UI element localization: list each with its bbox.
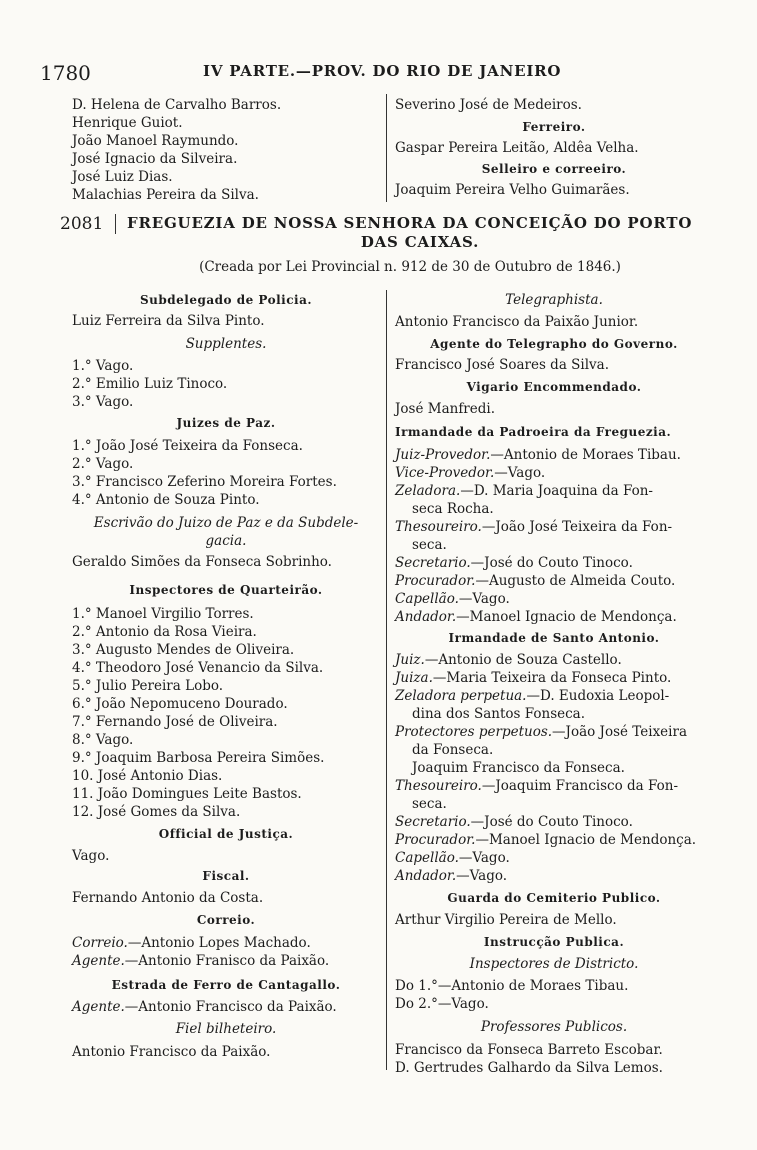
santo-antonio-line [395, 778, 678, 794]
santo-antonio-value: —Maria Teixeira da Fonseca Pinto. [432, 670, 672, 686]
heading-vigario: Vigario Encommendado. [466, 380, 642, 394]
padroeira-value: —José do Couto Tinoco. [470, 555, 633, 571]
padroeira-label: Zeladora. [395, 483, 461, 499]
inspector-item: 7.° Fernando José de Oliveira. [72, 714, 278, 730]
inspector-item: 11. João Domingues Leite Bastos. [72, 786, 302, 802]
heading-inspectores: Inspectores de Quarteirão. [129, 583, 323, 597]
padroeira-line [395, 483, 653, 499]
padroeira-line [395, 573, 675, 589]
padroeira-line [395, 591, 510, 607]
padroeira-label: Thesoureiro. [395, 519, 482, 535]
heading-subdelegado: Subdelegado de Policia. [139, 293, 313, 307]
santo-antonio-line [395, 670, 671, 686]
santo-antonio-label: Procurador. [395, 832, 476, 848]
santo-antonio-line [395, 724, 687, 740]
subdelegado: Luiz Ferreira da Silva Pinto. [72, 313, 265, 329]
heading-official: Official de Justiça. [158, 827, 294, 841]
heading-fiscal: Fiscal. [202, 869, 250, 883]
section-title-line2: DAS CAIXAS. [360, 233, 480, 251]
juiz-item: 1.° João José Teixeira da Fonseca. [72, 438, 303, 454]
padroeira-line [395, 519, 672, 535]
heading-estrada: Estrada de Ferro de Cantagallo. [111, 978, 341, 992]
heading-irmandade-santo-antonio: Irmandade de Santo Antonio. [448, 631, 660, 645]
santo-antonio-value: —D. Eudoxia Leopol- [526, 688, 670, 704]
padroeira-line-cont: seca. [412, 537, 447, 553]
juiz-item: 2.° Vago. [72, 456, 134, 472]
estrada-agente-line [72, 999, 337, 1015]
santo-antonio-line [395, 850, 510, 866]
santo-antonio-line [395, 814, 633, 830]
correio-line [72, 935, 311, 951]
padroeira-value: —Vago. [494, 465, 546, 481]
juiz-item: 4.° Antonio de Souza Pinto. [72, 492, 260, 508]
section-subtitle: (Creada por Lei Provincial n. 912 de 30 de Outubro de 1846.) [199, 259, 621, 275]
santo-antonio-value: —Antonio de Souza Castello. [424, 652, 622, 668]
inspector-item: 8.° Vago. [72, 732, 134, 748]
professor-item: D. Gertrudes Galhardo da Silva Lemos. [395, 1060, 663, 1076]
professor-item: Francisco da Fonseca Barreto Escobar. [395, 1042, 663, 1058]
inspector-item: 6.° João Nepomuceno Dourado. [72, 696, 288, 712]
top-left-line: Henrique Guiot. [72, 115, 183, 131]
fiscal: Fernando Antonio da Costa. [72, 890, 264, 906]
escrivao: Geraldo Simões da Fonseca Sobrinho. [72, 554, 332, 570]
padroeira-label: Juiz-Provedor. [395, 447, 491, 463]
santo-antonio-label: Protectores perpetuos. [395, 724, 553, 740]
padroeira-line [395, 609, 677, 625]
inspector-item: 9.° Joaquim Barbosa Pereira Simões. [72, 750, 325, 766]
heading-telegraphista: Telegraphista. [505, 292, 603, 308]
santo-antonio-line-cont: dina dos Santos Fonseca. [412, 706, 586, 722]
padroeira-value: —Antonio de Moraes Tibau. [490, 447, 681, 463]
santo-antonio-line-cont: Joaquim Francisco da Fonseca. [412, 760, 625, 776]
padroeira-line-cont: seca Rocha. [412, 501, 494, 517]
official: Vago. [72, 848, 110, 864]
heading-supplentes: Supplentes. [185, 336, 267, 352]
page-number: 1780 [40, 61, 91, 85]
heading-escrivao: Escrivão do Juizo de Paz e da Subdele- [93, 515, 359, 531]
heading-selleiro: Selleiro e correeiro. [481, 162, 627, 176]
santo-antonio-value: —Manoel Ignacio de Mendonça. [475, 832, 697, 848]
inspector-item: 2.° Antonio da Rosa Vieira. [72, 624, 257, 640]
santo-antonio-line [395, 652, 622, 668]
telegraphista: Antonio Francisco da Paixão Junior. [395, 314, 639, 330]
heading-cemiterio: Guarda do Cemiterio Publico. [447, 891, 661, 905]
heading-professores: Professores Publicos. [480, 1019, 628, 1035]
santo-antonio-line-cont: da Fonseca. [412, 742, 494, 758]
heading-fiel: Fiel bilheteiro. [175, 1021, 277, 1037]
inspector-item: 3.° Augusto Mendes de Oliveira. [72, 642, 295, 658]
padroeira-value: —João José Teixeira da Fon- [481, 519, 673, 535]
distrito-line: Do 2.°—Vago. [395, 996, 489, 1012]
santo-antonio-value: —Vago. [458, 850, 510, 866]
top-left-line: José Ignacio da Silveira. [72, 151, 238, 167]
santo-antonio-line [395, 868, 507, 884]
padroeira-label: Vice-Provedor. [395, 465, 495, 481]
top-left-line: José Luiz Dias. [72, 169, 173, 185]
inspector-item: 5.° Julio Pereira Lobo. [72, 678, 224, 694]
padroeira-label: Capellão. [395, 591, 459, 607]
fiel: Antonio Francisco da Paixão. [72, 1044, 271, 1060]
heading-ferreiro: Ferreiro. [522, 120, 586, 134]
heading-instrucao: Instrucção Publica. [483, 935, 625, 949]
correio-label: Correio. [72, 935, 128, 951]
vigario: José Manfredi. [395, 401, 496, 417]
santo-antonio-value: —Vago. [456, 868, 508, 884]
santo-antonio-value: —João José Teixeira [552, 724, 687, 740]
santo-antonio-value: —Joaquim Francisco da Fon- [481, 778, 679, 794]
section-number-rule [115, 214, 116, 234]
agente-label: Agente. [72, 953, 125, 969]
cemiterio: Arthur Virgilio Pereira de Mello. [395, 912, 617, 928]
top-left-line: Malachias Pereira da Silva. [72, 187, 259, 203]
santo-antonio-value: —José do Couto Tinoco. [470, 814, 633, 830]
correio-value: —Antonio Lopes Machado. [127, 935, 311, 951]
padroeira-value: —D. Maria Joaquina da Fon- [460, 483, 653, 499]
supplente-item: 1.° Vago. [72, 358, 134, 374]
supplente-item: 3.° Vago. [72, 394, 134, 410]
padroeira-label: Secretario. [395, 555, 471, 571]
inspector-item: 4.° Theodoro José Venancio da Silva. [72, 660, 324, 676]
heading-irmandade-padroeira: Irmandade da Padroeira da Freguezia. [395, 425, 672, 439]
top-right-line: Severino José de Medeiros. [395, 97, 582, 113]
santo-antonio-label: Secretario. [395, 814, 471, 830]
santo-antonio-label: Juiz. [395, 652, 425, 668]
column-divider [386, 94, 387, 202]
heading-inspectores-districto: Inspectores de Districto. [469, 956, 639, 972]
padroeira-label: Procurador. [395, 573, 476, 589]
padroeira-line [395, 465, 545, 481]
column-divider [386, 290, 387, 1070]
padroeira-value: —Manoel Ignacio de Mendonça. [456, 609, 677, 625]
agente-line [72, 953, 329, 969]
heading-correio: Correio. [196, 913, 256, 927]
santo-antonio-label: Zeladora perpetua. [395, 688, 527, 704]
santo-antonio-label: Thesoureiro. [395, 778, 482, 794]
padroeira-line [395, 555, 633, 571]
agente-telegrapho: Francisco José Soares da Silva. [395, 357, 610, 373]
santo-antonio-line-cont: seca. [412, 796, 447, 812]
section-number: 2081 [60, 214, 104, 234]
supplente-item: 2.° Emilio Luiz Tinoco. [72, 376, 228, 392]
inspector-item: 10. José Antonio Dias. [72, 768, 223, 784]
top-right-line: Joaquim Pereira Velho Guimarães. [395, 182, 630, 198]
santo-antonio-line [395, 832, 696, 848]
heading-escrivao-cont: gacia. [205, 533, 247, 549]
section-title-line1: FREGUEZIA DE NOSSA SENHORA DA CONCEIÇÃO DO PORTO [127, 214, 693, 232]
heading-agente-telegrapho: Agente do Telegrapho do Governo. [430, 337, 678, 351]
juiz-item: 3.° Francisco Zeferino Moreira Fortes. [72, 474, 337, 490]
top-right-line: Gaspar Pereira Leitão, Aldêa Velha. [395, 140, 639, 156]
padroeira-value: —Augusto de Almeida Couto. [475, 573, 676, 589]
padroeira-value: —Vago. [458, 591, 510, 607]
santo-antonio-label: Juiza. [395, 670, 433, 686]
running-title: IV PARTE.—PROV. DO RIO DE JANEIRO [203, 62, 562, 80]
heading-juizes: Juizes de Paz. [176, 416, 276, 430]
agente-value: —Antonio Franisco da Paixão. [124, 953, 330, 969]
distrito-line: Do 1.°—Antonio de Moraes Tibau. [395, 978, 629, 994]
top-left-line: João Manoel Raymundo. [72, 133, 239, 149]
padroeira-line [395, 447, 681, 463]
top-left-line: D. Helena de Carvalho Barros. [72, 97, 282, 113]
estrada-agente-value: —Antonio Francisco da Paixão. [124, 999, 337, 1015]
santo-antonio-line [395, 688, 669, 704]
estrada-agente-label: Agente. [72, 999, 125, 1015]
inspector-item: 12. José Gomes da Silva. [72, 804, 241, 820]
santo-antonio-label: Andador. [395, 868, 457, 884]
santo-antonio-label: Capellão. [395, 850, 459, 866]
inspector-item: 1.° Manoel Virgilio Torres. [72, 606, 254, 622]
padroeira-label: Andador. [395, 609, 457, 625]
